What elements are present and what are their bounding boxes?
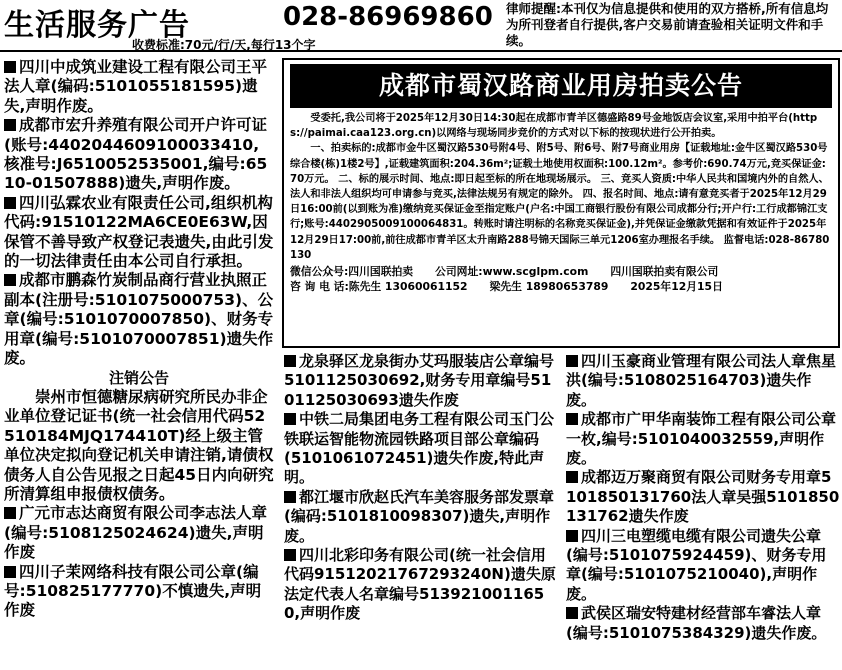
column-middle [284, 352, 556, 624]
square-bullet-icon [566, 530, 578, 542]
company-name: 四川国联拍卖有限公司 [610, 265, 719, 279]
list-item: 中铁二局集团电务工程有限公司玉门公铁联运智能物流园铁路项目部公章编码(5101061072451)遗失作废,特此声明。 [284, 410, 555, 487]
cancellation-title: 注销公告 [108, 368, 169, 387]
auction-paragraph: 一、拍卖标的:成都市金牛区蜀汉路530号附4号、附5号、附6号、附7号商业用房【证载地址:金牛区蜀汉路530号综合楼(栋)1楼2号】,证载建筑面积:204.36m²;证载土地使用权面积:100.12m²。参考价:690.74万元,竞买保证金:70万元。 二、标的展示时间、地点:即日起至标的所在地现场展示。 三、竞买人资质:中华人民共和国境内外的自然人、法人和非法人组织均可申请参与竞买,法律法规另有规定的除外。 四、报名时间、地点:请有意竞买者于2025年12月29日16:00前(以到账为准)缴纳竞买保证金至指定账户(户名:中国工商银行股份有限公司成都分行;开户行:工行成都锦江支行;账号:4402905009100064831。转账时请注明标的名称竞买保证金),并凭保证金缴款凭据和有效证件于2025年12月29日17:00前,前往成都市青羊区太升南路288号锦天国际三单元1206室办理报名手续。 监督电话:028-86780130 [290, 143, 830, 261]
square-bullet-icon [4, 507, 16, 519]
auction-paragraph: 受委托,我公司将于2025年12月30日14:30起在成都市青羊区德盛路89号金地饭店会议室,采用中拍平台(https://paimai.caa123.org.cn)以网络与现场同步竞价的方式对以下标的按现状进行公开拍卖。 [290, 113, 818, 140]
square-bullet-icon [284, 549, 296, 561]
square-bullet-icon [284, 355, 296, 367]
cancellation-body: 崇州市恒德糖尿病研究所民办非企业单位登记证书(统一社会信用代码52510184MJQ174410T)经上级主管单位决定拟向登记机关申请注销,请债权债务人自公告见报之日起45日内向研究所清算组申报债权债务。 [4, 387, 274, 503]
square-bullet-icon [284, 491, 296, 503]
square-bullet-icon [566, 607, 578, 619]
square-bullet-icon [4, 274, 16, 286]
square-bullet-icon [566, 471, 578, 483]
square-bullet-icon [284, 413, 296, 425]
ad-phone: 028-86969860 [283, 2, 493, 32]
pricing-line: 收费标准:70元/行/天,每行13个字 [132, 38, 316, 52]
list-item: 成都市广甲华南装饰工程有限公司公章一枚,编号:5101040032559,声明作废。 [566, 410, 837, 468]
list-item: 四川弘霖农业有限责任公司,组织机构代码:91510122MA6CE0E63W,因保管不善导致产权登记表遗失,由此引发的一切法律责任由本公司自行承担。 [4, 193, 274, 271]
phone-contact-2: 梁先生 18980653789 [489, 280, 609, 294]
list-item: 四川子茉网络科技有限公司公章(编号:510825177770)不慎遗失,声明作废 [4, 562, 262, 620]
square-bullet-icon [566, 413, 578, 425]
auction-title: 成都市蜀汉路商业用房拍卖公告 [290, 64, 832, 108]
phone-contact-1: 咨 询 电 话:陈先生 13060061152 [290, 280, 468, 294]
ad-header [0, 0, 842, 52]
square-bullet-icon [4, 119, 16, 131]
column-right [566, 352, 840, 643]
list-item: 龙泉驿区龙泉街办艾玛服装店公章编号5101125030692,财务专用章编号5101125030693遗失作废 [284, 352, 555, 409]
notice-date: 2025年12月15日 [630, 280, 723, 294]
list-item: 成都市鹏森竹炭制品商行营业执照正副本(注册号:5101075000753)、公章(编号:5101070007850)、财务专用章(编号:5101070007851)遗失作废。 [4, 271, 274, 368]
wechat-account: 微信公众号:四川国联拍卖 [290, 265, 414, 279]
list-item: 成都市宏升养殖有限公司开户许可证(账号:4402044609100033410,核准号:J6510052535001,编号:6510-01507888)遗失,声明作废。 [4, 116, 268, 193]
list-item: 四川中成筑业建设工程有限公司王平法人章(编码:5101055181595)遗失,声明作废。 [4, 58, 268, 115]
lawyer-notice: 律师提醒:本刊仅为信息提供和使用的双方搭桥,所有信息均为所刊登者自行提供,客户交易前请查验相关证明文件和手续。 [506, 1, 829, 48]
company-website: 公司网址:www.scglpm.com [435, 265, 589, 279]
section-title: 生活服务广告 [4, 8, 190, 43]
auction-notice [282, 58, 840, 348]
list-item: 广元市志达商贸有限公司李志法人章(编号:5108125024624)遗失,声明作废 [4, 504, 268, 562]
auction-contact [290, 264, 832, 294]
list-item: 都江堰市欣赵氏汽车美容服务部发票章(编码:5101810098307)遗失,声明作废。 [284, 487, 555, 545]
square-bullet-icon [4, 566, 16, 578]
list-item: 四川玉豪商业管理有限公司法人章焦星洪(编号:5108025164703)遗失作废。 [566, 352, 837, 409]
square-bullet-icon [4, 197, 16, 209]
list-item: 成都迈万聚商贸有限公司财务专用章5101850131760法人章吴强5101850131762遗失作废 [566, 468, 840, 526]
list-item: 四川三电塑缆电缆有限公司遗失公章(编号:5101075924459)、财务专用章(编号:5101075210040),声明作废。 [566, 526, 827, 603]
square-bullet-icon [566, 355, 578, 367]
list-item: 武侯区瑞安特建材经营部车睿法人章(编号:5101075384329)遗失作废。 [566, 604, 827, 642]
list-item: 四川北彩印务有限公司(统一社会信用代码91512021767293240N)遗失原法定代表人名章编号5139210011650,声明作废 [284, 546, 556, 623]
auction-body [290, 111, 832, 263]
square-bullet-icon [4, 61, 16, 73]
column-left [4, 58, 274, 621]
